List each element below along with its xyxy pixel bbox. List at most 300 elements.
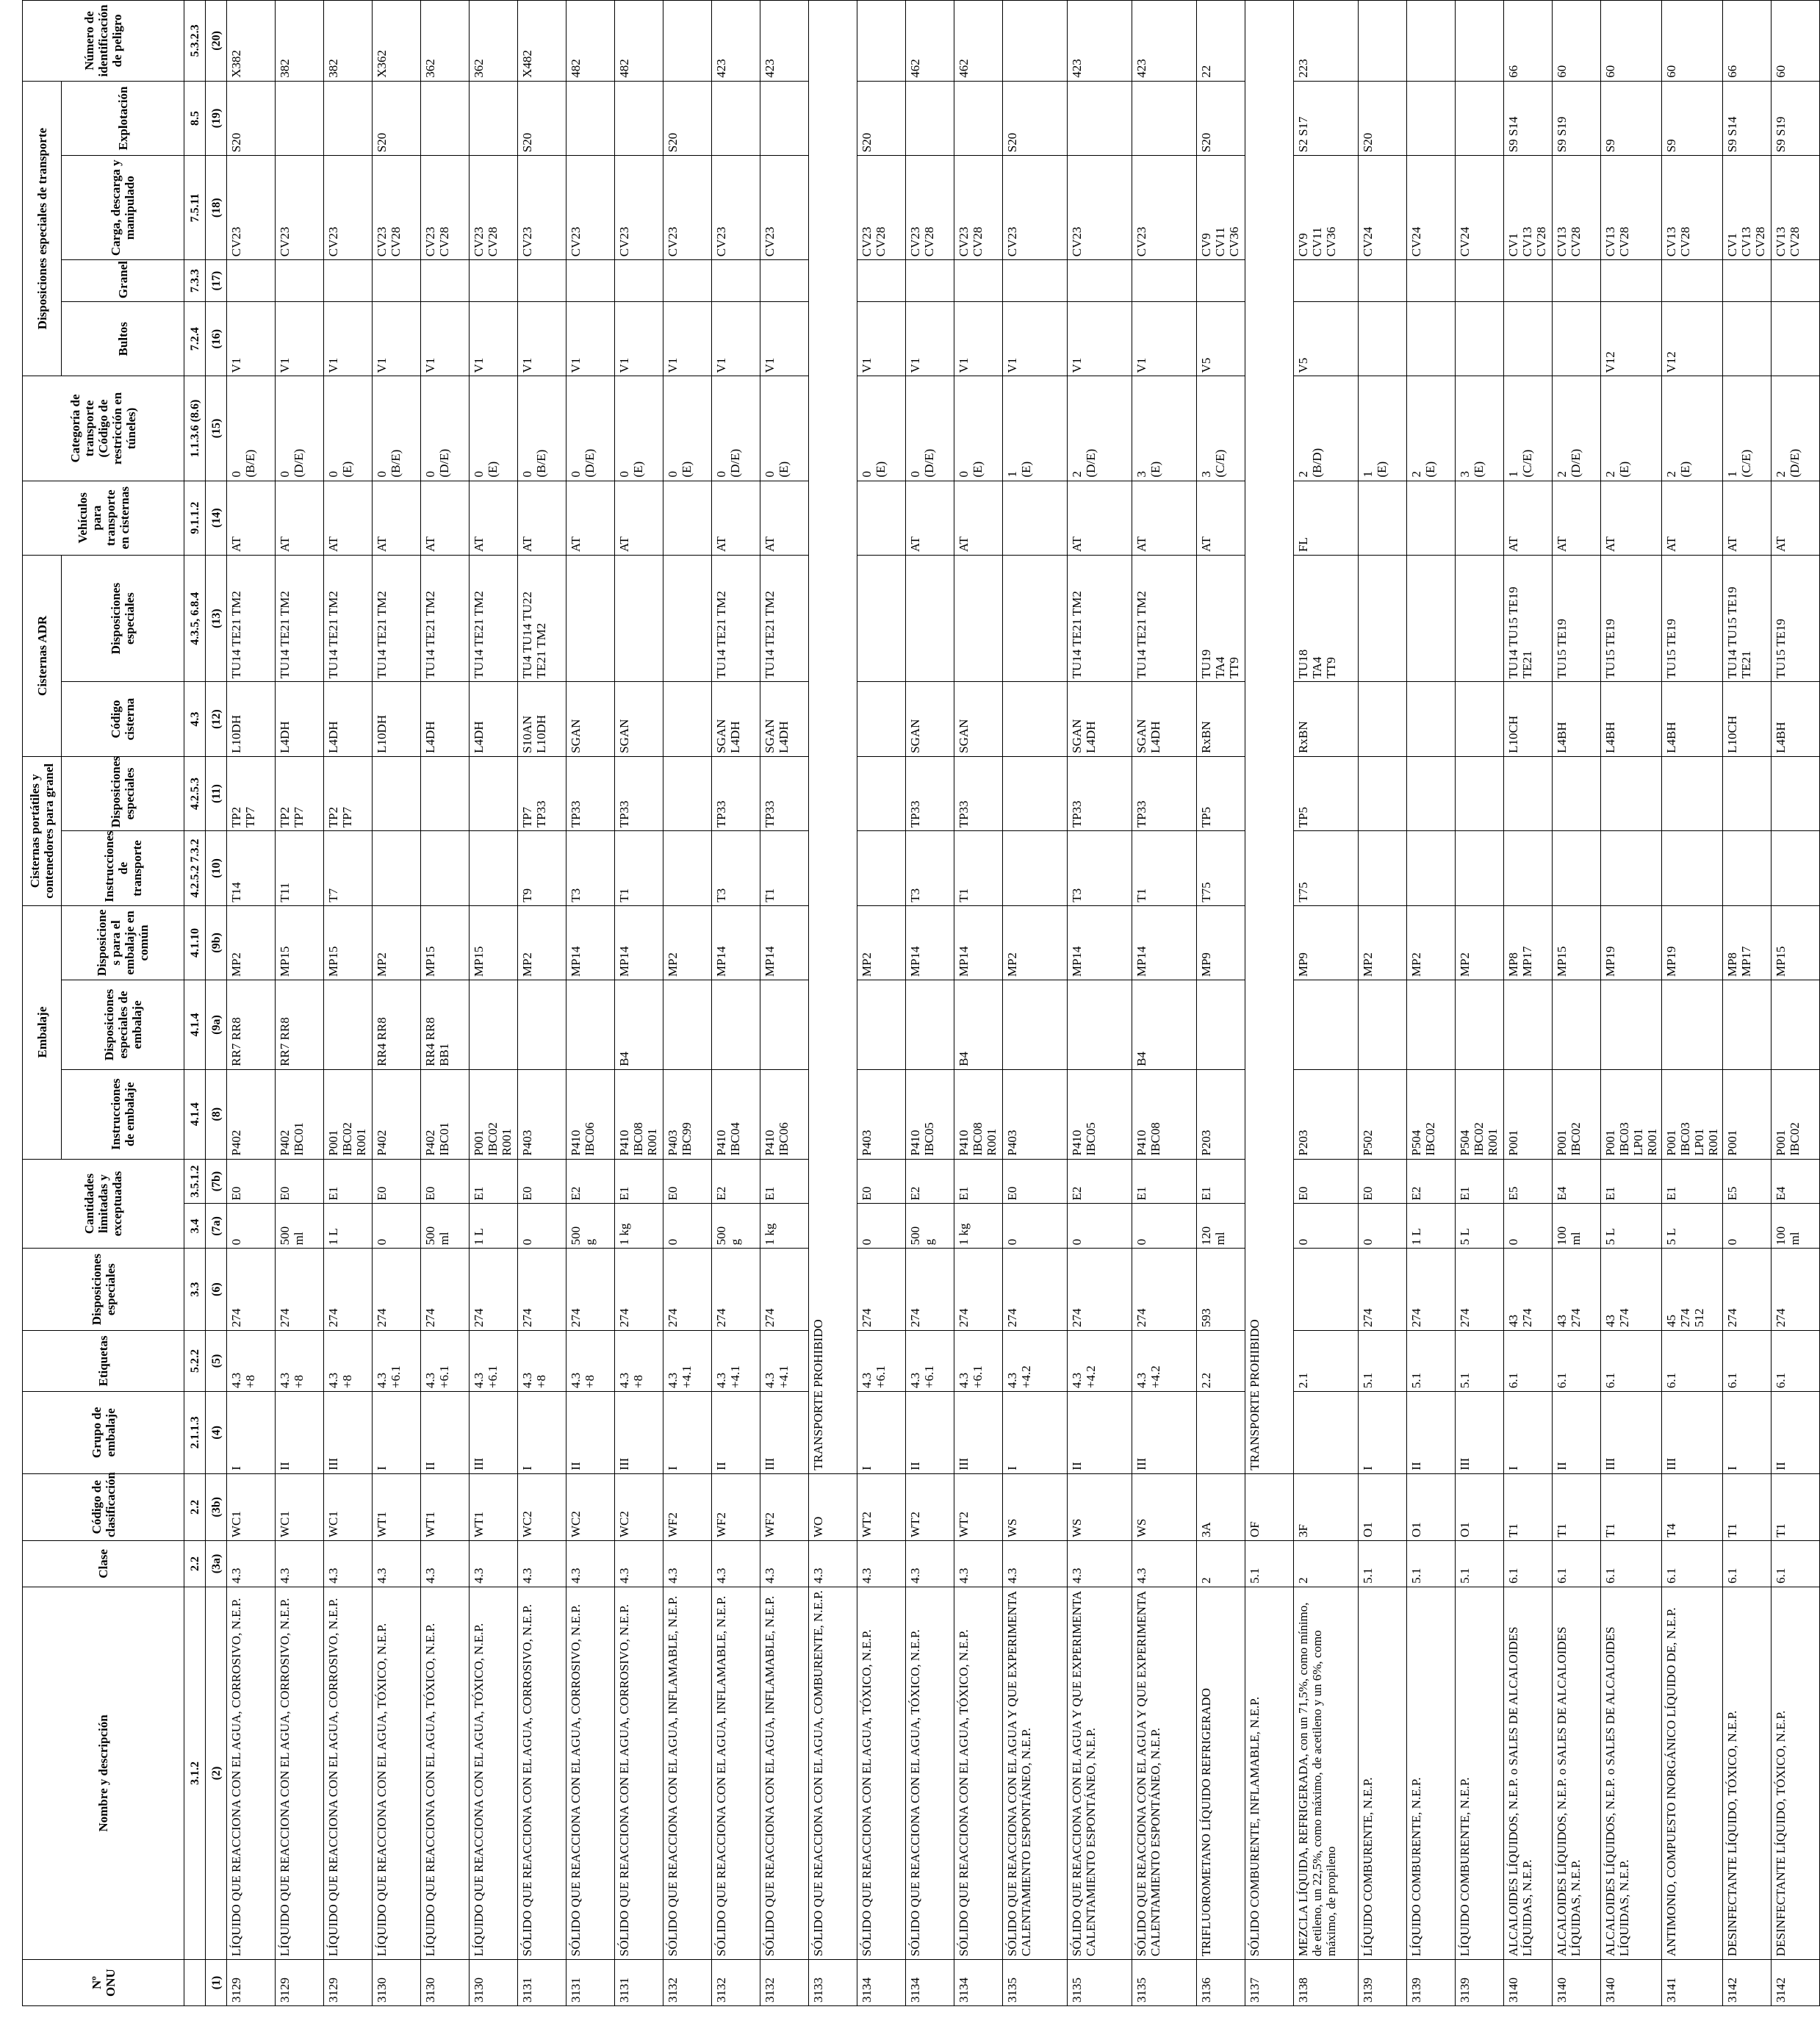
table-cell	[1407, 831, 1456, 905]
table-cell: 500 g	[906, 1204, 954, 1249]
table-cell: AT	[1601, 481, 1662, 555]
table-cell: B4	[1132, 980, 1197, 1070]
header-loading: Carga, descarga y manipulado	[62, 156, 184, 260]
table-cell: 4.3 +4.2	[1068, 1330, 1132, 1391]
table-cell: 4.3	[663, 1540, 712, 1587]
table-cell: 274	[906, 1249, 954, 1331]
table-cell: CV13 CV28	[1553, 156, 1601, 260]
table-cell: 4.3	[518, 1540, 566, 1587]
table-cell: V1	[906, 302, 954, 376]
table-cell: II	[276, 1392, 324, 1474]
table-cell: P001	[1504, 1069, 1553, 1159]
table-cell: MP14	[760, 905, 809, 980]
table-cell: SGAN	[615, 682, 663, 756]
table-cell: 6.1	[1601, 1540, 1662, 1587]
table-cell: 3 (C/E)	[1197, 376, 1245, 481]
table-cell: 0	[1294, 1204, 1359, 1249]
section-reference-row	[184, 1, 206, 2006]
table-cell: 66	[1504, 1, 1553, 82]
table-cell: P001	[1723, 1069, 1772, 1159]
table-cell: CV13 CV28	[1772, 156, 1820, 260]
table-cell: LÍQUIDO QUE REACCIONA CON EL AGUA, CORROSIVO, N.E.P.	[276, 1587, 324, 1959]
table-cell: P410 IBC08 R001	[954, 1069, 1003, 1159]
table-cell	[1772, 831, 1820, 905]
table-cell: AT	[1723, 481, 1772, 555]
table-cell: AT	[324, 481, 373, 555]
table-cell	[566, 980, 615, 1070]
table-row	[276, 1, 324, 2006]
table-cell: 5.1	[1359, 1540, 1407, 1587]
table-cell: T1	[1723, 1473, 1772, 1540]
table-cell	[1003, 555, 1068, 681]
table-cell: V1	[421, 302, 470, 376]
table-cell	[1662, 260, 1723, 302]
table-cell: 3 (E)	[1132, 376, 1197, 481]
column-number-cell: (6)	[206, 1249, 227, 1331]
table-cell: WS	[1068, 1473, 1132, 1540]
table-cell: II	[421, 1392, 470, 1474]
table-cell: L4DH	[276, 682, 324, 756]
table-cell	[1197, 260, 1245, 302]
table-cell	[373, 756, 421, 830]
table-row	[1359, 1, 1407, 2006]
table-cell: 5.1	[1456, 1540, 1504, 1587]
table-cell: 423	[712, 1, 760, 82]
table-cell: CV23	[518, 156, 566, 260]
table-cell: P001 IBC02 R001	[324, 1069, 373, 1159]
header-bulk: Granel	[62, 260, 184, 302]
table-cell	[906, 81, 954, 155]
table-cell	[470, 756, 518, 830]
table-cell	[954, 260, 1003, 302]
table-cell: SÓLIDO QUE REACCIONA CON EL AGUA, TÓXICO, N.E.P.	[857, 1587, 906, 1959]
table-cell: 0	[1003, 1204, 1068, 1249]
table-cell	[857, 980, 906, 1070]
table-cell: 274	[421, 1249, 470, 1331]
table-cell	[1359, 980, 1407, 1070]
table-cell: 4.3	[809, 1540, 857, 1587]
table-cell: 1 (E)	[1003, 376, 1068, 481]
table-cell: 274	[712, 1249, 760, 1331]
table-cell	[663, 481, 712, 555]
table-cell: 0 (E)	[954, 376, 1003, 481]
table-cell: SÓLIDO QUE REACCIONA CON EL AGUA Y QUE EXPERIMENTA CALENTAMIENTO ESPONTÁNEO, N.E.P.	[1132, 1587, 1197, 1959]
table-cell: 5.1	[1407, 1330, 1456, 1391]
table-cell: E0	[1359, 1159, 1407, 1204]
table-cell: 0 (B/E)	[518, 376, 566, 481]
table-cell	[760, 260, 809, 302]
table-cell	[1601, 831, 1662, 905]
table-cell: WF2	[760, 1473, 809, 1540]
table-cell	[1359, 831, 1407, 905]
table-cell: 4.3 +4.2	[1132, 1330, 1197, 1391]
table-cell: V12	[1662, 302, 1723, 376]
table-cell: AT	[227, 481, 276, 555]
table-cell: 423	[1068, 1, 1132, 82]
header-un-number: Nº ONU	[23, 1960, 184, 2006]
table-cell: MP14	[1132, 905, 1197, 980]
table-cell: AT	[1553, 481, 1601, 555]
table-cell: TU14 TE21 TM2	[227, 555, 276, 681]
section-ref-cell	[184, 1960, 206, 2006]
table-cell: III	[1601, 1392, 1662, 1474]
table-row	[1662, 1, 1723, 2006]
table-cell: 4.3	[615, 1540, 663, 1587]
table-cell: LÍQUIDO COMBURENTE, N.E.P.	[1407, 1587, 1456, 1959]
table-cell: S2 S17	[1294, 81, 1359, 155]
table-cell: 2	[1294, 1540, 1359, 1587]
table-cell	[1662, 980, 1723, 1070]
table-cell: 362	[421, 1, 470, 82]
table-cell	[1407, 1, 1456, 82]
table-cell: 274	[373, 1249, 421, 1331]
table-cell	[1662, 831, 1723, 905]
header-tank-instructions: Instrucciones de transporte	[62, 831, 184, 905]
table-cell: S9	[1601, 81, 1662, 155]
table-cell: 3130	[421, 1960, 470, 2006]
dangerous-goods-table	[22, 0, 1820, 2006]
table-cell: 3134	[906, 1960, 954, 2006]
table-cell: CV23	[276, 156, 324, 260]
table-cell	[663, 1, 712, 82]
table-cell: RR7 RR8	[276, 980, 324, 1070]
table-cell: WS	[1132, 1473, 1197, 1540]
table-cell: 43 274	[1601, 1249, 1662, 1331]
table-cell: P001 IBC03 LP01 R001	[1662, 1069, 1723, 1159]
table-cell: 3133	[809, 1960, 857, 2006]
section-ref-cell: 7.3.3	[184, 260, 206, 302]
table-cell: MP15	[421, 905, 470, 980]
table-cell: P410 IBC06	[566, 1069, 615, 1159]
table-row	[421, 1, 470, 2006]
table-cell: V1	[954, 302, 1003, 376]
table-cell: III	[954, 1392, 1003, 1474]
table-cell	[663, 980, 712, 1070]
header-adr-tank-provisions: Disposiciones especiales	[62, 555, 184, 681]
table-cell: E0	[1003, 1159, 1068, 1204]
table-cell: WT1	[373, 1473, 421, 1540]
header-adr-tanks-group: Cisternas ADR	[23, 555, 62, 756]
table-cell: 1 (C/E)	[1504, 376, 1553, 481]
table-row	[1553, 1, 1601, 2006]
table-cell: L10CH	[1723, 682, 1772, 756]
table-cell: 4.3 +4.1	[663, 1330, 712, 1391]
table-cell: MEZCLA LÍQUIDA, REFRIGERADA, con un 71,5%, como mínimo, de etileno, un 22,5%, como máximo, de acetileno y un 6%, como máximo, de propileno	[1294, 1587, 1359, 1959]
table-cell: X382	[227, 1, 276, 82]
table-cell: 1 L	[324, 1204, 373, 1249]
table-cell	[1456, 81, 1504, 155]
table-cell: I	[1723, 1392, 1772, 1474]
table-cell: E5	[1723, 1159, 1772, 1204]
table-cell: SGAN L4DH	[1132, 682, 1197, 756]
column-number-cell: (3a)	[206, 1540, 227, 1587]
table-cell: 4.3	[324, 1540, 373, 1587]
table-cell: O1	[1456, 1473, 1504, 1540]
table-cell: 4.3	[276, 1540, 324, 1587]
table-cell	[518, 260, 566, 302]
table-cell: WC1	[324, 1473, 373, 1540]
table-cell	[1407, 555, 1456, 681]
table-cell: II	[1407, 1392, 1456, 1474]
table-cell	[1407, 260, 1456, 302]
table-cell: CV23	[227, 156, 276, 260]
table-cell: E2	[906, 1159, 954, 1204]
column-number-cell: (2)	[206, 1587, 227, 1959]
table-row	[857, 1, 906, 2006]
table-cell: 4.3	[373, 1540, 421, 1587]
header-limited-quantities: Cantidades limitadas y exceptuadas	[23, 1159, 184, 1249]
table-row	[1601, 1, 1662, 2006]
header-packing-instructions: Instrucciones de embalaje	[62, 1069, 184, 1159]
table-cell	[1294, 980, 1359, 1070]
table-cell: TU14 TE21 TM2	[760, 555, 809, 681]
column-number-cell: (15)	[206, 376, 227, 481]
header-vehicle: Vehículos para transporte en cisternas	[23, 481, 184, 555]
table-cell: V1	[1132, 302, 1197, 376]
table-cell	[1294, 1392, 1359, 1474]
table-cell: LÍQUIDO COMBURENTE, N.E.P.	[1359, 1587, 1407, 1959]
table-cell: MP9	[1197, 905, 1245, 980]
table-cell: T11	[276, 831, 324, 905]
table-cell: 4.3 +4.2	[1003, 1330, 1068, 1391]
column-number-cell: (5)	[206, 1330, 227, 1391]
table-cell: E4	[1553, 1159, 1601, 1204]
table-cell	[421, 81, 470, 155]
table-cell: SGAN	[566, 682, 615, 756]
table-cell: WC2	[518, 1473, 566, 1540]
transport-prohibited: TRANSPORTE PROHIBIDO	[809, 1, 857, 1474]
table-cell: MP8 MP17	[1504, 905, 1553, 980]
table-cell	[857, 1, 906, 82]
table-cell: SGAN	[954, 682, 1003, 756]
table-cell	[712, 81, 760, 155]
table-cell: 1 kg	[954, 1204, 1003, 1249]
table-cell	[1504, 980, 1553, 1070]
section-ref-cell: 3.5.1.2	[184, 1159, 206, 1204]
table-cell: E1	[615, 1159, 663, 1204]
table-cell: AT	[518, 481, 566, 555]
table-cell: 3130	[373, 1960, 421, 2006]
table-cell: 5 L	[1662, 1204, 1723, 1249]
table-cell	[857, 260, 906, 302]
table-cell: 0 (D/E)	[421, 376, 470, 481]
table-cell: 3140	[1553, 1960, 1601, 2006]
table-cell: 3142	[1723, 1960, 1772, 2006]
table-cell: 6.1	[1772, 1330, 1820, 1391]
table-cell	[1068, 81, 1132, 155]
table-cell: L4BH	[1553, 682, 1601, 756]
table-cell: V1	[1068, 302, 1132, 376]
table-cell	[324, 81, 373, 155]
table-cell	[1456, 481, 1504, 555]
table-cell	[1553, 302, 1601, 376]
table-cell: V1	[227, 302, 276, 376]
table-cell: L4BH	[1601, 682, 1662, 756]
table-row	[1197, 1, 1245, 2006]
table-row	[760, 1, 809, 2006]
table-cell: CV23	[760, 156, 809, 260]
table-cell: 0	[663, 1204, 712, 1249]
table-cell: WS	[1003, 1473, 1068, 1540]
table-cell: SÓLIDO QUE REACCIONA CON EL AGUA, TÓXICO, N.E.P.	[906, 1587, 954, 1959]
table-row	[1504, 1, 1553, 2006]
table-cell: II	[712, 1392, 760, 1474]
table-cell: 482	[566, 1, 615, 82]
column-number-cell: (18)	[206, 156, 227, 260]
table-cell: AT	[566, 481, 615, 555]
table-cell	[373, 260, 421, 302]
table-cell: CV13 CV28	[1662, 156, 1723, 260]
table-cell: AT	[712, 481, 760, 555]
table-cell: 6.1	[1601, 1330, 1662, 1391]
table-cell: 223	[1294, 1, 1359, 82]
table-cell	[760, 81, 809, 155]
column-number-cell: (11)	[206, 756, 227, 830]
table-cell: WC2	[615, 1473, 663, 1540]
table-cell	[954, 81, 1003, 155]
table-cell: ANTIMONIO, COMPUESTO INORGÁNICO LÍQUIDO DE, N.E.P.	[1662, 1587, 1723, 1959]
table-cell: 4.3	[566, 1540, 615, 1587]
section-ref-cell: 4.3	[184, 682, 206, 756]
table-cell: II	[1068, 1392, 1132, 1474]
table-cell: RR7 RR8	[227, 980, 276, 1070]
table-cell: 6.1	[1504, 1540, 1553, 1587]
table-cell	[1132, 81, 1197, 155]
table-cell: 22	[1197, 1, 1245, 82]
table-cell: 462	[906, 1, 954, 82]
table-cell: CV23	[566, 156, 615, 260]
table-cell: E0	[663, 1159, 712, 1204]
table-cell: SÓLIDO QUE REACCIONA CON EL AGUA, CORROSIVO, N.E.P.	[615, 1587, 663, 1959]
table-row	[1068, 1, 1132, 2006]
table-cell: TU19 TA4 TT9	[1197, 555, 1245, 681]
table-cell: V1	[857, 302, 906, 376]
table-cell: 0 (E)	[470, 376, 518, 481]
table-cell: 274	[276, 1249, 324, 1331]
table-cell: AT	[1197, 481, 1245, 555]
table-cell: 3141	[1662, 1960, 1723, 2006]
table-cell: P403	[857, 1069, 906, 1159]
section-ref-cell: 5.2.2	[184, 1330, 206, 1391]
table-cell: 274	[857, 1249, 906, 1331]
table-cell	[663, 831, 712, 905]
table-cell: SÓLIDO QUE REACCIONA CON EL AGUA, COMBURENTE, N.E.P.	[809, 1587, 857, 1959]
table-cell: L4BH	[1662, 682, 1723, 756]
table-cell: V1	[1003, 302, 1068, 376]
table-cell: B4	[954, 980, 1003, 1070]
header-hazard-id: Número de identificación de peligro	[23, 1, 184, 82]
column-number-cell: (19)	[206, 81, 227, 155]
table-cell: 0 (E)	[663, 376, 712, 481]
table-cell: 4.3 +8	[566, 1330, 615, 1391]
table-cell: T1	[1772, 1473, 1820, 1540]
table-cell	[760, 980, 809, 1070]
table-cell: 6.1	[1723, 1330, 1772, 1391]
section-ref-cell: 4.3.5, 6.8.4	[184, 555, 206, 681]
table-cell: SGAN L4DH	[760, 682, 809, 756]
table-cell: TP33	[615, 756, 663, 830]
table-cell: 4.3	[857, 1540, 906, 1587]
table-cell: 0 (D/E)	[906, 376, 954, 481]
table-cell	[906, 260, 954, 302]
table-cell	[566, 260, 615, 302]
table-cell: 274	[324, 1249, 373, 1331]
table-cell: 2 (E)	[1601, 376, 1662, 481]
table-row	[954, 1, 1003, 2006]
table-cell	[1601, 756, 1662, 830]
table-body	[227, 1, 1820, 2006]
table-cell: SGAN L4DH	[1068, 682, 1132, 756]
table-cell: CV9 CV11 CV36	[1294, 156, 1359, 260]
table-cell: 100 ml	[1553, 1204, 1601, 1249]
table-cell: 4.3	[470, 1540, 518, 1587]
table-cell	[470, 831, 518, 905]
table-cell: MP19	[1601, 905, 1662, 980]
table-cell: T3	[906, 831, 954, 905]
table-cell	[1456, 682, 1504, 756]
table-cell: TU14 TE21 TM2	[712, 555, 760, 681]
table-cell: V5	[1197, 302, 1245, 376]
table-cell: CV23	[1132, 156, 1197, 260]
table-cell	[1553, 260, 1601, 302]
table-cell: OF	[1245, 1473, 1294, 1540]
table-cell: AT	[1068, 481, 1132, 555]
table-cell: S20	[227, 81, 276, 155]
table-cell: E2	[1407, 1159, 1456, 1204]
table-cell: 2 (D/E)	[1553, 376, 1601, 481]
table-cell: E0	[227, 1159, 276, 1204]
table-row	[470, 1, 518, 2006]
table-cell: RR4 RR8	[373, 980, 421, 1070]
table-cell: TP33	[1068, 756, 1132, 830]
table-cell: MP15	[276, 905, 324, 980]
table-cell: SÓLIDO QUE REACCIONA CON EL AGUA Y QUE EXPERIMENTA CALENTAMIENTO ESPONTÁNEO, N.E.P.	[1068, 1587, 1132, 1959]
header-mixed-packing: Disposicione s para el embalaje en común	[62, 905, 184, 980]
table-cell: TP2 TP7	[276, 756, 324, 830]
table-cell	[1723, 756, 1772, 830]
transport-prohibited: TRANSPORTE PROHIBIDO	[1245, 1, 1294, 1474]
table-cell: WC1	[276, 1473, 324, 1540]
table-cell: E1	[470, 1159, 518, 1204]
table-cell: MP14	[954, 905, 1003, 980]
table-cell: CV23 CV28	[373, 156, 421, 260]
table-cell: T7	[324, 831, 373, 905]
column-number-cell: (9a)	[206, 980, 227, 1070]
table-cell	[1504, 260, 1553, 302]
table-cell: 4.3 +8	[276, 1330, 324, 1391]
table-cell: 2	[1197, 1540, 1245, 1587]
table-cell: P403 IBC99	[663, 1069, 712, 1159]
table-cell: P410 IBC08 R001	[615, 1069, 663, 1159]
table-cell: 3131	[518, 1960, 566, 2006]
table-cell	[1003, 980, 1068, 1070]
table-cell: E1	[1601, 1159, 1662, 1204]
table-cell: TP7 TP33	[518, 756, 566, 830]
table-cell: TU15 TE19	[1662, 555, 1723, 681]
table-cell: 4.3 +6.1	[954, 1330, 1003, 1391]
table-cell: DESINFECTANTE LÍQUIDO, TÓXICO, N.E.P.	[1723, 1587, 1772, 1959]
table-cell: 0 (D/E)	[712, 376, 760, 481]
table-cell: P001 IBC02	[1772, 1069, 1820, 1159]
section-ref-cell: 4.1.4	[184, 980, 206, 1070]
section-ref-cell: 4.1.4	[184, 1069, 206, 1159]
table-cell: P410 IBC06	[760, 1069, 809, 1159]
table-cell: 2 (B/D)	[1294, 376, 1359, 481]
table-cell	[421, 260, 470, 302]
table-cell: MP2	[518, 905, 566, 980]
table-cell	[1003, 481, 1068, 555]
section-ref-cell: 7.5.11	[184, 156, 206, 260]
